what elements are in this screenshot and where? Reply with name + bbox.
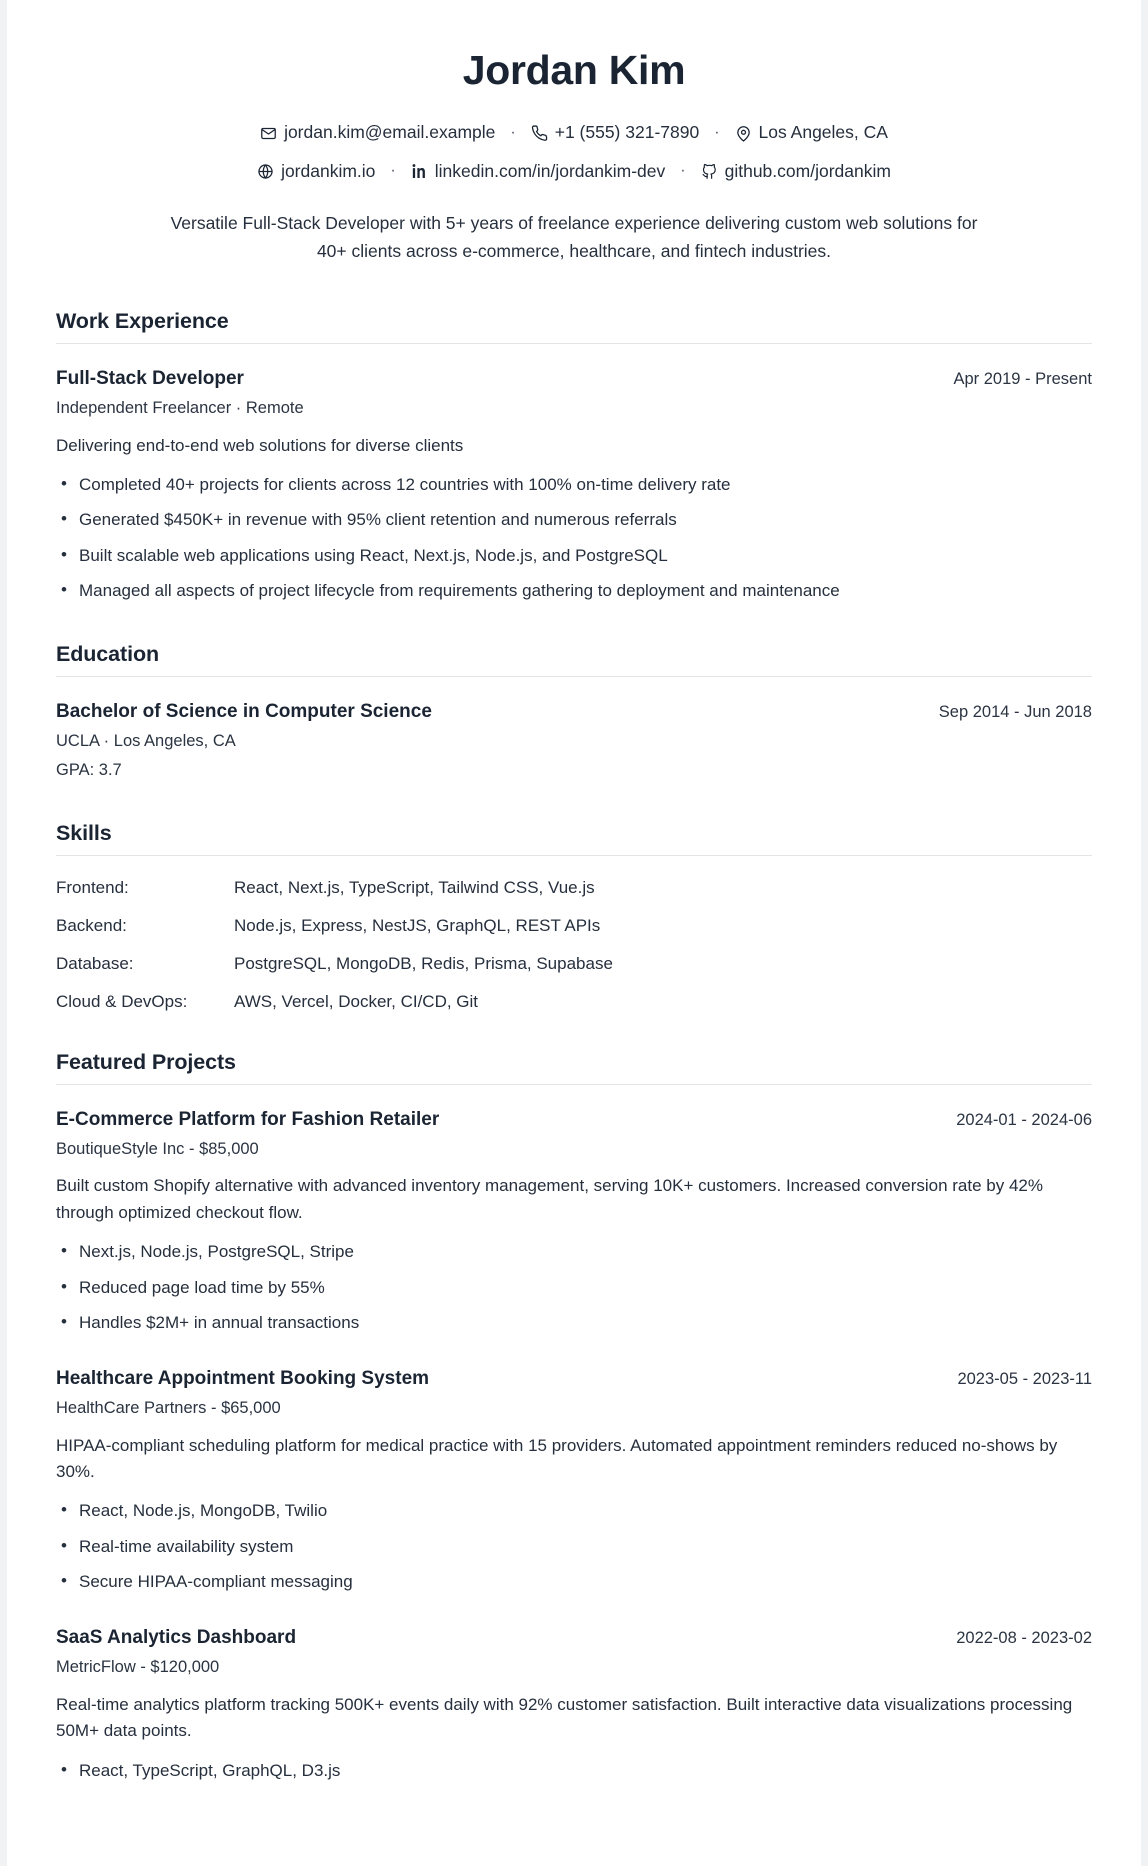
- professional-summary: Versatile Full-Stack Developer with 5+ years of freelance experience delivering custom web solutions for 40+ clients across e-commerce, healthcare, and fintech industries.: [170, 212, 978, 261]
- contact-location-text: Los Angeles, CA: [758, 122, 888, 143]
- project-title: Healthcare Appointment Booking System: [56, 1368, 430, 1390]
- globe-icon: [257, 163, 274, 180]
- work-bullet-list: [56, 472, 1092, 604]
- skill-value: PostgreSQL, MongoDB, Redis, Prisma, Supabase: [234, 953, 613, 973]
- contact-separator: ·: [714, 124, 720, 141]
- contact-separator: ·: [390, 162, 396, 180]
- skill-label: Backend:: [56, 915, 127, 935]
- project-title: SaaS Analytics Dashboard: [56, 1627, 297, 1649]
- skill-value: React, Next.js, TypeScript, Tailwind CSS, Vue.js: [234, 877, 595, 897]
- envelope-icon: [260, 125, 277, 142]
- contact-phone-text: +1 (555) 321-7890: [554, 122, 700, 143]
- project-bullet-list: [56, 1498, 1092, 1595]
- contact-phone[interactable]: [531, 116, 700, 149]
- project-date-range: 2023-05 - 2023-11: [957, 1370, 1092, 1389]
- project-description: HIPAA-compliant scheduling platform for medical practice with 15 providers. Automated appointment reminders reduced no-shows by 30%.: [56, 1435, 1058, 1482]
- project-description: Built custom Shopify alternative with advanced inventory management, serving 10K+ customers. Increased conversion rate by 42% through optimized checkout flow.: [56, 1176, 1043, 1222]
- contact-email[interactable]: [260, 116, 495, 149]
- contact-separator: ·: [510, 124, 516, 141]
- list-item: • Real-time availability system: [56, 1534, 1092, 1560]
- section-title-education: Education: [56, 642, 1092, 677]
- work-date-range: Apr 2019 - Present: [953, 370, 1092, 389]
- list-item: • React, Node.js, MongoDB, Twilio: [56, 1498, 1092, 1524]
- skill-row-frontend: [56, 878, 1092, 898]
- list-item: • React, TypeScript, GraphQL, D3.js: [56, 1758, 1092, 1784]
- work-entry: [56, 366, 1092, 604]
- project-bullet-list: [56, 1239, 1092, 1336]
- contact-linkedin[interactable]: [411, 155, 666, 188]
- contact-email-text: jordan.kim@email.example: [284, 122, 496, 143]
- education-degree: Bachelor of Science in Computer Science: [56, 701, 432, 723]
- contact-github[interactable]: [701, 155, 891, 188]
- linkedin-icon: [411, 163, 428, 180]
- contact-location: [735, 116, 888, 149]
- project-entry: [56, 1107, 1092, 1336]
- work-description: Delivering end-to-end web solutions for diverse clients: [56, 435, 464, 455]
- contact-row-secondary: [56, 155, 1092, 188]
- education-date-range: Sep 2014 - Jun 2018: [938, 703, 1092, 722]
- skill-row-database: [56, 954, 1092, 974]
- skill-label: Frontend:: [56, 877, 129, 897]
- work-entry-head: [56, 366, 1092, 392]
- section-education: [56, 642, 1092, 782]
- phone-icon: [531, 125, 548, 142]
- section-featured-projects: [56, 1050, 1092, 1784]
- resume-header: [56, 46, 1092, 265]
- section-title-featured-projects: Featured Projects: [56, 1050, 1092, 1085]
- skill-value: AWS, Vercel, Docker, CI/CD, Git: [234, 991, 479, 1011]
- project-client-budget: HealthCare Partners - $65,000: [56, 1398, 281, 1417]
- project-entry: [56, 1625, 1092, 1784]
- list-item: • Handles $2M+ in annual transactions: [56, 1310, 1092, 1336]
- skill-label: Database:: [56, 953, 134, 973]
- project-date-range: 2022-08 - 2023-02: [956, 1629, 1092, 1648]
- project-entry-head: [56, 1366, 1092, 1392]
- contact-linkedin-text: linkedin.com/in/jordankim-dev: [434, 160, 666, 181]
- contact-website-text: jordankim.io: [281, 160, 376, 181]
- education-entry: [56, 699, 1092, 782]
- education-gpa: GPA: 3.7: [56, 761, 122, 779]
- list-item: • Secure HIPAA-compliant messaging: [56, 1569, 1092, 1595]
- list-item: • Managed all aspects of project lifecycle from requirements gathering to deployment and maintenance: [56, 578, 1092, 604]
- list-item: • Completed 40+ projects for clients across 12 countries with 100% on-time delivery rate: [56, 472, 1092, 498]
- skill-row-backend: [56, 916, 1092, 936]
- work-company-location: Independent Freelancer · Remote: [56, 398, 304, 417]
- section-skills: [56, 821, 1092, 1012]
- project-date-range: 2024-01 - 2024-06: [956, 1110, 1092, 1129]
- skill-label: Cloud & DevOps:: [56, 991, 188, 1011]
- list-item: • Generated $450K+ in revenue with 95% client retention and numerous referrals: [56, 507, 1092, 533]
- location-pin-icon: [735, 125, 752, 142]
- project-entry-head: [56, 1107, 1092, 1133]
- skill-value: Node.js, Express, NestJS, GraphQL, REST APIs: [234, 915, 601, 935]
- list-item: • Built scalable web applications using React, Next.js, Node.js, and PostgreSQL: [56, 543, 1092, 569]
- contact-github-text: github.com/jordankim: [724, 160, 891, 181]
- section-title-work-experience: Work Experience: [56, 309, 1092, 344]
- project-entry: [56, 1366, 1092, 1595]
- list-item: • Reduced page load time by 55%: [56, 1275, 1092, 1301]
- project-title: E-Commerce Platform for Fashion Retailer: [56, 1108, 440, 1130]
- list-item: • Next.js, Node.js, PostgreSQL, Stripe: [56, 1239, 1092, 1265]
- work-job-title: Full-Stack Developer: [56, 368, 244, 390]
- candidate-name: Jordan Kim: [462, 47, 686, 93]
- section-title-skills: Skills: [56, 821, 1092, 856]
- contact-website[interactable]: [257, 155, 375, 188]
- education-school-location: UCLA · Los Angeles, CA: [56, 732, 236, 751]
- skill-row-cloud-devops: [56, 992, 1092, 1012]
- section-work-experience: [56, 309, 1092, 604]
- project-client-budget: MetricFlow - $120,000: [56, 1658, 220, 1677]
- contact-separator: ·: [680, 162, 686, 180]
- contact-row-primary: [56, 116, 1092, 149]
- github-icon: [701, 163, 718, 180]
- project-description: Real-time analytics platform tracking 500K+ events daily with 92% customer satisfaction. Built interactive data visualizations processing 50M+ data points.: [56, 1695, 1073, 1741]
- project-client-budget: BoutiqueStyle Inc - $85,000: [56, 1139, 259, 1158]
- education-entry-head: [56, 699, 1092, 725]
- project-bullet-list: [56, 1758, 1092, 1784]
- project-entry-head: [56, 1625, 1092, 1651]
